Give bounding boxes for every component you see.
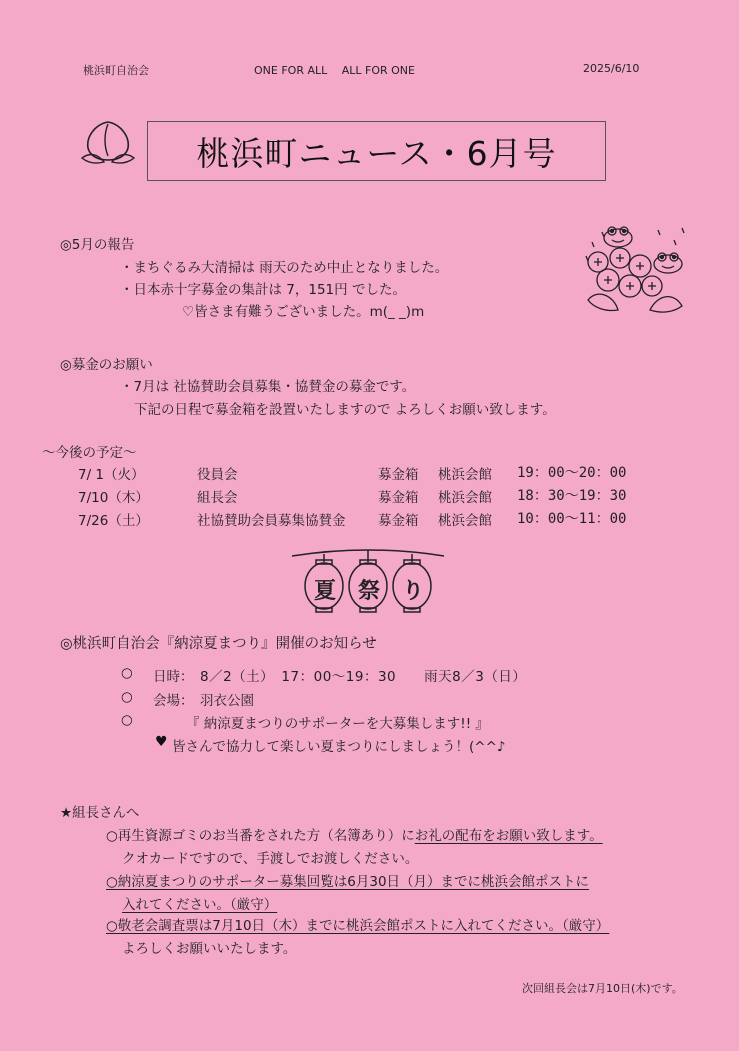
may-report-heading: ◎5月の報告 bbox=[60, 237, 135, 253]
festival-venue-label: 会場： bbox=[153, 693, 194, 709]
newsletter-title: 桃浜町ニュース・6月号 bbox=[147, 121, 606, 181]
heart-icon: ♥ bbox=[155, 734, 168, 750]
festival-supporter: 『 納涼夏まつりのサポーターを大募集します!! 』 bbox=[186, 716, 489, 732]
schedule-date: 7/ 1（火） bbox=[78, 467, 145, 483]
leaders-item-2-cont: 入れてください。（厳守） bbox=[122, 897, 278, 913]
may-report-line: ♡皆さま有難うございました。m(_ _)m bbox=[182, 304, 425, 320]
schedule-heading: ～今後の予定～ bbox=[42, 445, 137, 461]
leaders-item-2: ○納涼夏まつりのサポーター募集回覧は6月30日（月）までに桃浜会館ポストに bbox=[106, 874, 590, 890]
leaders-item-1-text: ○再生資源ゴミのお当番をされた方（名簿あり）に bbox=[106, 828, 415, 844]
schedule-box: 募金箱 bbox=[378, 467, 419, 483]
schedule-event: 役員会 bbox=[197, 467, 238, 483]
schedule-place: 桃浜会館 bbox=[438, 490, 492, 506]
leaders-heading: ★組長さんへ bbox=[60, 805, 140, 821]
festival-bullet: ○ bbox=[121, 665, 133, 681]
schedule-box: 募金箱 bbox=[378, 490, 419, 506]
motto: ONE FOR ALL ALL FOR ONE bbox=[254, 64, 415, 77]
schedule-place: 桃浜会館 bbox=[438, 467, 492, 483]
lantern-char: り bbox=[402, 579, 425, 604]
schedule-date: 7/10（木） bbox=[78, 490, 149, 506]
issue-date: 2025/6/10 bbox=[583, 62, 640, 75]
may-report-line: ・日本赤十字募金の集計は 7，151円 でした。 bbox=[120, 282, 406, 298]
leaders-item-1-note: クオカードですので、手渡しでお渡しください。 bbox=[122, 851, 419, 867]
leaders-item-3-cont: よろしくお願いいたします。 bbox=[122, 941, 297, 957]
peach-icon bbox=[78, 116, 138, 168]
schedule-place: 桃浜会館 bbox=[438, 513, 492, 529]
festival-heading: ◎桃浜町自治会『納涼夏まつり』開催のお知らせ bbox=[60, 636, 377, 652]
donation-line: ・7月は 社協賛助会員募集・協賛金の募金です。 bbox=[120, 379, 416, 395]
festival-bullet: ○ bbox=[121, 712, 133, 728]
schedule-date: 7/26（土） bbox=[78, 513, 149, 529]
lantern-char: 夏 bbox=[314, 579, 337, 604]
schedule-time: 10：00～11：00 bbox=[517, 511, 627, 527]
leaders-item-1 bbox=[106, 824, 603, 844]
donation-line: 下記の日程で募金箱を設置いたしますので よろしくお願い致します。 bbox=[134, 402, 556, 418]
schedule-box: 募金箱 bbox=[378, 513, 419, 529]
org-name: 桃浜町自治会 bbox=[83, 64, 149, 77]
leaders-item-3: ○敬老会調査票は7月10日（木）までに桃浜会館ポストに入れてください。（厳守） bbox=[106, 918, 610, 934]
festival-closing: 皆さんで協力して楽しい夏まつりにしましょう！(^^♪ bbox=[172, 739, 506, 755]
may-report-line: ・まちぐるみ大清掃は 雨天のため中止となりました。 bbox=[120, 260, 449, 276]
lantern-char: 祭 bbox=[358, 579, 381, 604]
schedule-event: 社協賛助会員募集協賛金 bbox=[197, 513, 346, 529]
festival-bullet: ○ bbox=[121, 689, 133, 705]
footer-next-meeting: 次回組長会は7月10日(木)です。 bbox=[522, 982, 683, 995]
leaders-item-1-emphasis: お礼の配布をお願い致します。 bbox=[414, 828, 603, 844]
hydrangea-frog-illustration bbox=[578, 222, 692, 316]
schedule-time: 18：30～19：30 bbox=[517, 488, 627, 504]
donation-heading: ◎募金のお願い bbox=[60, 357, 153, 373]
festival-datetime-value: 8／2（土） 17：00～19：30 雨天8／3（日） bbox=[200, 669, 527, 685]
schedule-event: 組長会 bbox=[197, 490, 238, 506]
festival-datetime-label: 日時： bbox=[153, 669, 194, 685]
schedule-time: 19：00～20：00 bbox=[517, 465, 627, 481]
festival-venue-value: 羽衣公園 bbox=[200, 693, 254, 709]
